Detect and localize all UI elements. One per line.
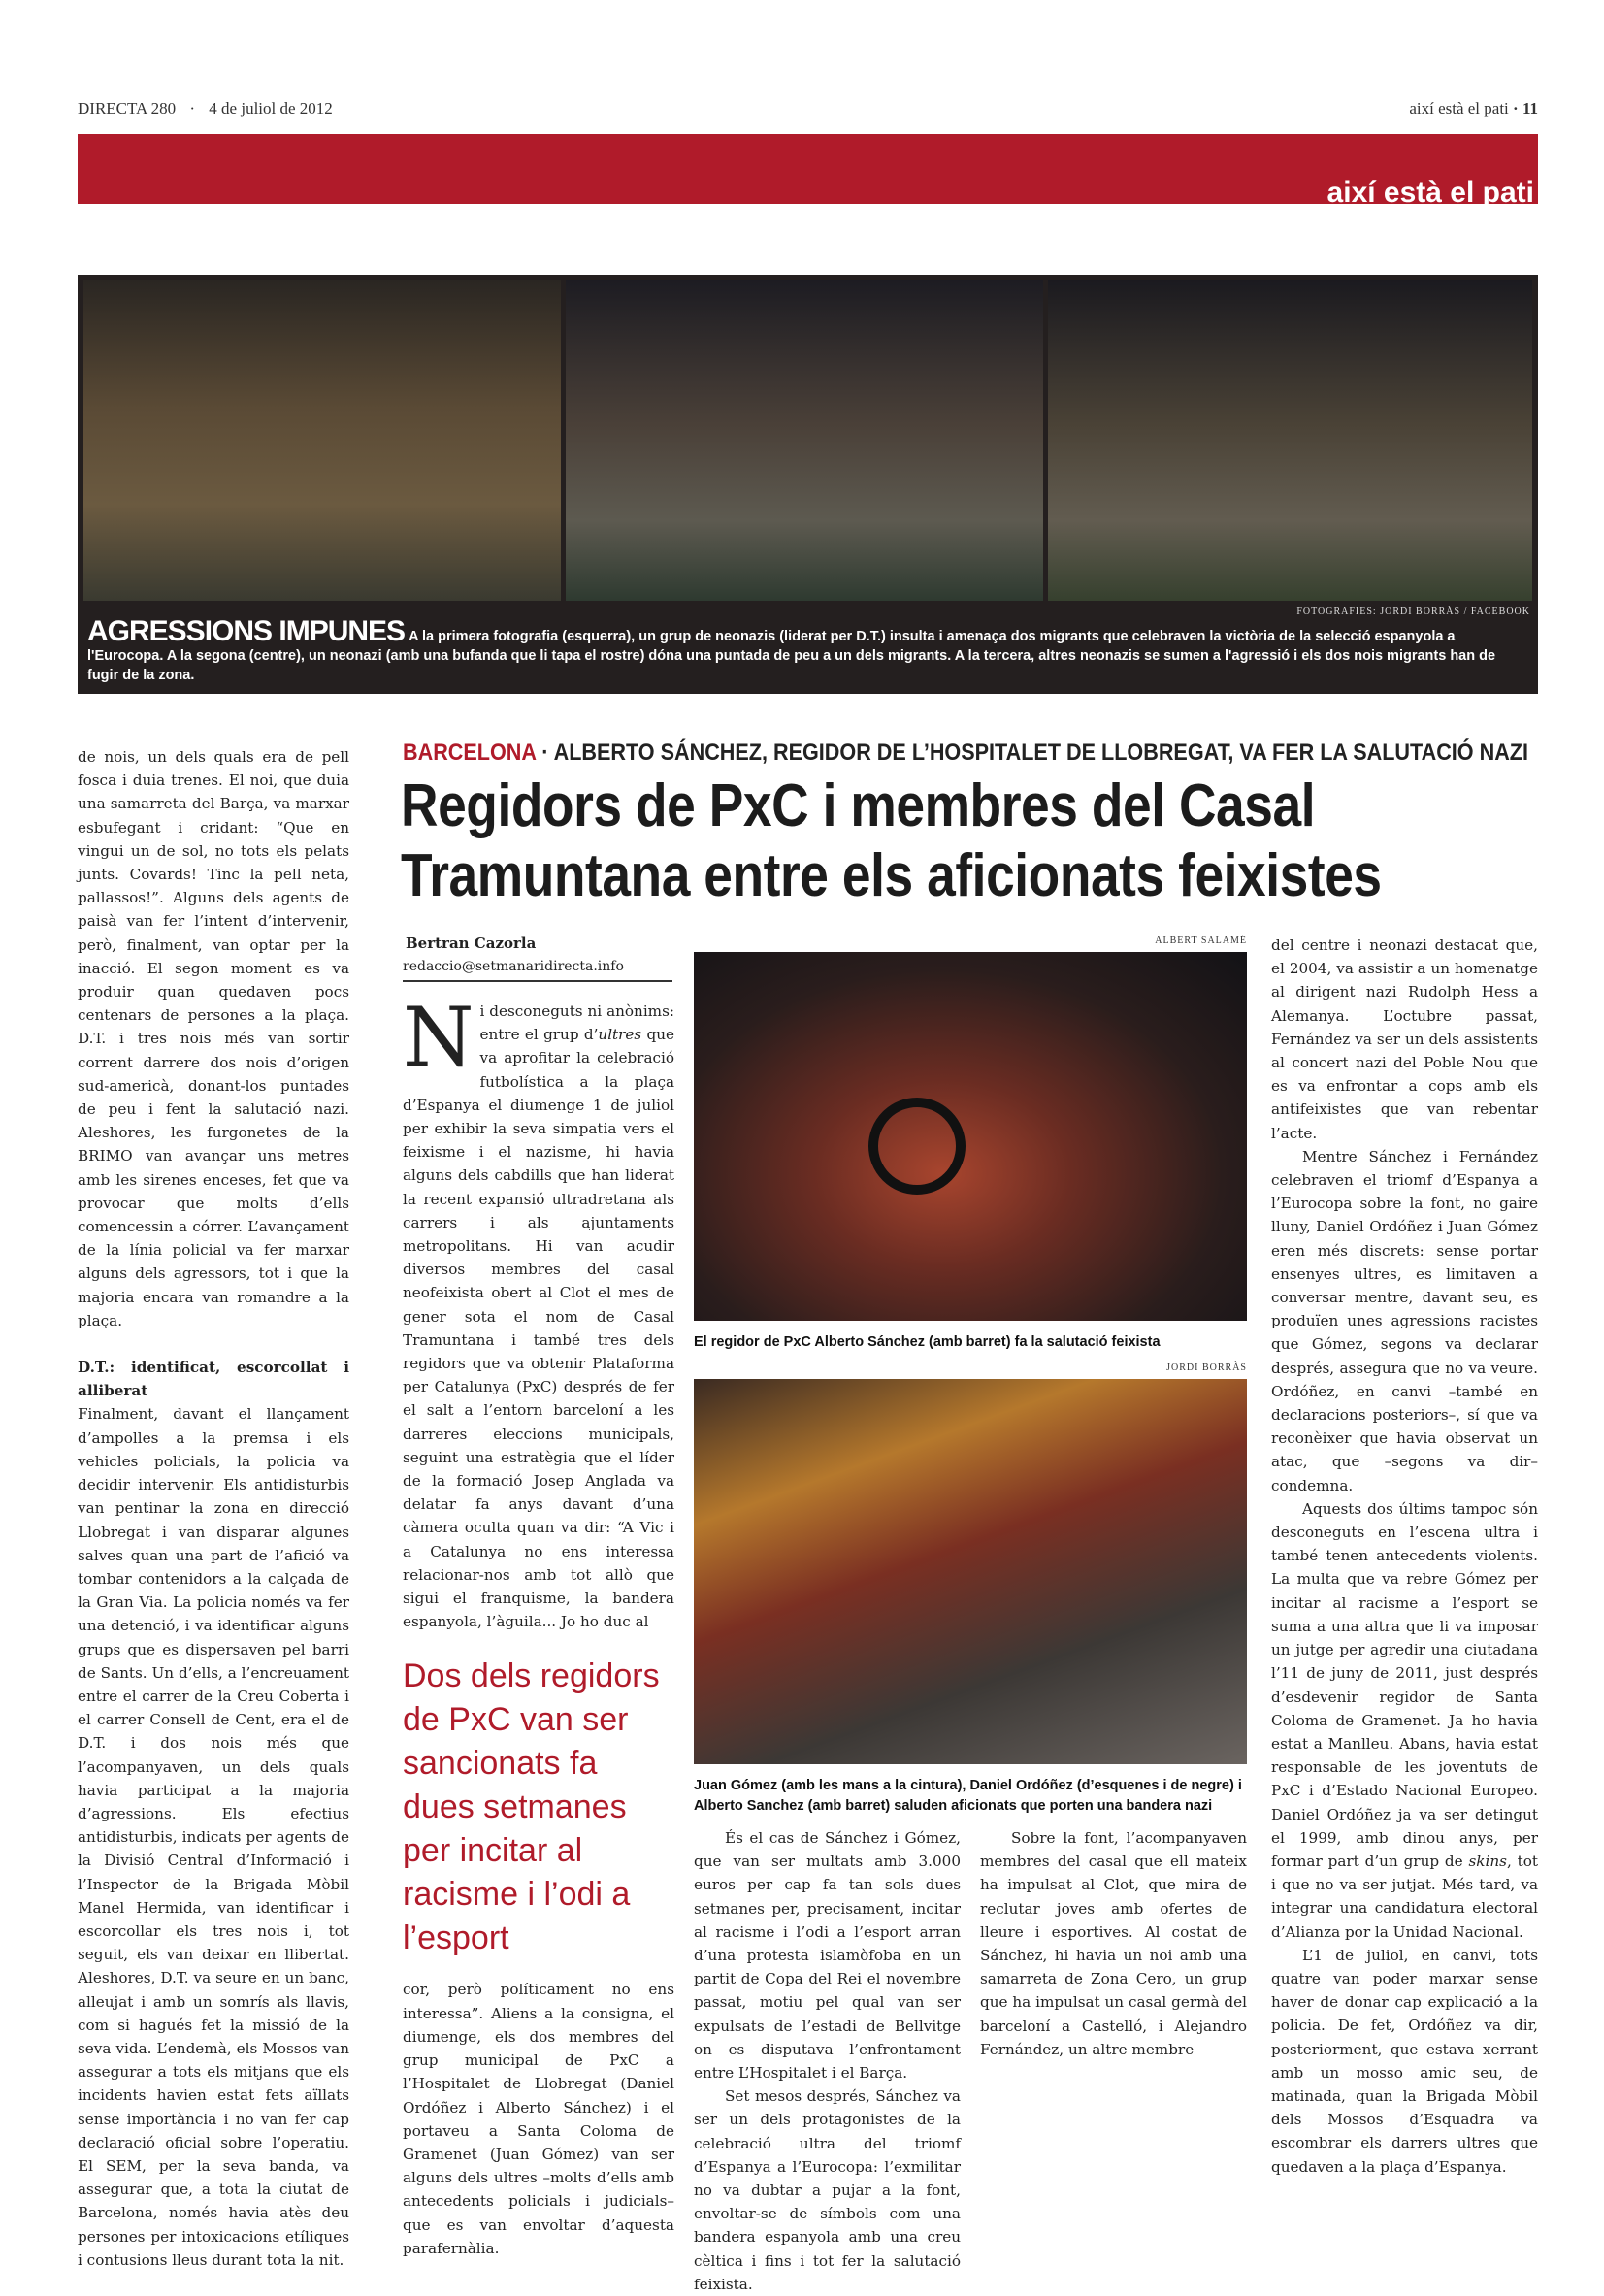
paragraph: [403, 990, 674, 1633]
caption-title: AGRESSIONS IMPUNES: [87, 615, 406, 647]
center-stack: [694, 935, 1247, 2296]
pull-quote: Dos dels regidors de PxC van ser sancionats fa dues setmanes per incitar al racisme i l’odi a l’esport: [403, 1657, 660, 1957]
article-column-4: [1271, 934, 1538, 2179]
subheading: D.T.: identificat, escorcollat i alliberat: [78, 1359, 349, 1400]
separator: ·: [1513, 99, 1522, 117]
caption-text: A la primera fotografia (esquerra), un grup de neonazis (liderat per D.T.) insulta i amenaça dos migrants que celebraven la victòria de la selecció espanyola a l'Eurocopa. A la segona (centre), un neonazi (amb una bufanda que li tapa el rostre) dóna una puntada de peu a un dels migrants. A la tercera, altres neonazis se sumen a l'agressió i els dos nois migrants han de fugir de la zona.: [87, 629, 1496, 683]
section-banner-title: així està el pati: [1326, 177, 1534, 209]
kicker-text: · ALBERTO SÁNCHEZ, REGIDOR DE L’HOSPITALET DE LLOBREGAT, VA FER LA SALUTACIÓ NAZI: [541, 739, 1529, 766]
text: , tot i que no va ser jutjat. Més tard, va integrar una candidatura electoral d’Alianza por la Unidad Nacional.: [1271, 1852, 1538, 1941]
paragraph: Mentre Sánchez i Fernández celebraven el triomf d’Espanya a l’Eurocopa sobre la font, no gaire lluny, Daniel Ordóñez i Juan Gómez eren més discrets: sense portar ensenyes ultres, es limitaven a conversar mentre, davant seu, es produïen unes agressions racistes que Gómez, segons va declarar després, assegura que no va veure. Ordóñez, en canvi –també en declaracions posteriors–, sí que va reconèixer que havia observat un atac, que –segons va dir– condemna.: [1271, 1147, 1538, 1494]
photo2-caption: Juan Gómez (amb les mans a la cintura), Daniel Ordóñez (d’esquenes i de negre) i Alberto Sanchez (amb barret) saluden aficionats que porten una bandera nazi: [694, 1778, 1242, 1814]
article-column-3: [980, 1826, 1247, 2296]
left-column: [78, 745, 349, 2272]
section-banner: [78, 134, 1538, 209]
section-name: així està el pati: [1409, 99, 1509, 117]
photo-aggression-2: [566, 280, 1043, 601]
paragraph: del centre i neonazi destacat que, el 2004, va assistir a un homenatge al dirigent nazi Rudolph Hess a Alemanya. L’octubre passat, Fernández va ser un dels assistents al concert nazi del Poble Nou que es va enfrontar a cops amb els antifeixistes que van rebentar l’acte.: [1271, 936, 1538, 1142]
dropcap: N: [403, 990, 475, 1085]
article-kicker: [403, 739, 1538, 767]
emphasis: skins: [1468, 1852, 1507, 1870]
author: Bertran Cazorla: [406, 935, 537, 952]
article-column-1: [403, 990, 674, 2260]
issue-number: DIRECTA 280: [78, 99, 177, 117]
issue-info: [78, 99, 333, 118]
photo1-caption: El regidor de PxC Alberto Sánchez (amb barret) fa la salutació feixista: [694, 1334, 1161, 1350]
paragraph: Finalment, davant el llançament d’ampolles a la premsa i els vehicles policials, la policia va decidir intervenir. Els antidisturbis van pentinar la zona en direcció Llobregat i van disparar algunes salves quan una part de l’afició va tombar contenidors a la calçada de la Gran Via. La policia només va fer una detenció, i va identificar alguns grups que es dispersaven pel barri de Sants. Un d’ells, a l’encreuament entre el carrer de la Creu Coberta i el carrer Consell de Cent, era el de D.T. i dos nois més que l’acompanyaven, un dels quals havia participat a la majoria d’agressions. Els efectius antidisturbis, indicats per agents de la Divisió Central d’Informació i l’Inspector de la Brigada Mòbil Manel Hermida, van identificar i escorcollar els tres nois i, tot seguit, els van deixar en llibertat. Aleshores, D.T. va seure en un banc, alleujat i amb un somrís als llavis, com si hagués fet la missió de la seva vida. L’endemà, els Mossos van assegurar a tots els mitjans que els incidents havien estat fets aïllats sense importància i no van fer cap declaració oficial sobre l’operatiu. El SEM, per la seva banda, va assegurar que, a tota la ciutat de Barcelona, només havia atès deu persones per intoxicacions etíliques i contusions lleus durant tota la nit.: [78, 1405, 349, 2269]
text: que va aprofitar la celebració futbolística a la plaça d’Espanya el diumenge 1 de juliol per exhibir la seva simpatia vers el feixisme i el nazisme, hi havia alguns dels cabdills que han liderat la recent expansió ultradretana als carrers i als ajuntaments metropolitans. Hi van acudir diversos membres del casal neofeixista obert al Clot el mes de gener sota el nom de Casal Tramuntana i també tres dels regidors que va obtenir Plataforma per Catalunya (PxC) després de fer el salt a l’entorn barceloní a les darreres eleccions municipals, seguint una estratègia que el líder de la formació Josep Anglada va delatar fa anys davant d’una càmera oculta quan va dir: “A Vic i a Catalunya no ens interessa relacionar-nos amb tot allò que sigui el franquisme, la bandera espanyola, l’àguila... Jo ho duc al: [403, 1026, 674, 1631]
paragraph: de nois, un dels quals era de pell fosca i duia trenes. El noi, que duia una samarreta del Barça, va marxar esbufegant i cridant: “Que en vingui un de sol, no tots els pelats junts. Covards! Tinc la pell neta, pallassos!”. Alguns dels agents de paisà van fer l’intent d’intervenir, però, finalment, van optar per la inacció. El segon moment es va produir quan quedaven pocs centenars de persones a la plaça. D.T. i tres nois més van sortir corrent darrere dos nois d’origen sud-americà, donant-los puntades de peu i fent la salutació nazi. Aleshores, les furgonetes de la BRIMO van avançar uns metres amb les sirenes enceses, fet que va provocar que molts d’ells comencessin a córrer. L’avançament de la línia policial va fer marxar alguns dels agressors, tot i que la majoria encara van romandre a la plaça.: [78, 748, 349, 1329]
paragraph: És el cas de Sánchez i Gómez, que van ser multats amb 3.000 euros per cap fa tan sols dues setmanes per, precisament, incitar al racisme i l’odi a l’esport arran d’una protesta islamòfoba en un partit de Copa del Rei el novembre passat, motiu pel qual van ser expulsats de l’estadi de Bellvitge on es disputava l’enfrontament entre L’Hospitalet i el Barça.: [694, 1829, 961, 2083]
page-number: 11: [1522, 99, 1538, 117]
photo-celtic-cross-flag: [694, 952, 1247, 1321]
lower-columns: [694, 1826, 1247, 2296]
celtic-cross-icon: [868, 1098, 966, 1195]
headline: Regidors de PxC i membres del Casal Tramuntana entre els aficionats feixistes: [401, 772, 1382, 909]
photo2-credit: JORDI BORRÀS: [1166, 1362, 1247, 1373]
separator: ·: [189, 99, 196, 117]
author-email[interactable]: redaccio@setmanaridirecta.info: [403, 959, 672, 982]
issue-date: 4 de juliol de 2012: [209, 99, 333, 117]
photo-nazi-flag-fans: [694, 1379, 1247, 1764]
paragraph: L’1 de juliol, en canvi, tots quatre van poder marxar sense haver de donar cap explicació a la policia. De fet, Ordóñez va dir, posteriorment, que estava xerrant amb un mosso amic seu, de matinada, quan la Brigada Mòbil dels Mossos d’Esquadra va escombrar els darrers ultres que quedaven a la plaça d’Espanya.: [1271, 1946, 1538, 2176]
page-section: [1409, 99, 1538, 118]
paragraph: cor, però políticament no ens interessa”. Aliens a la consigna, el diumenge, els dos membres del grup municipal de PxC a l’Hospitalet de Llobregat (Daniel Ordóñez i Alberto Sánchez) i el portaveu a Santa Coloma de Gramenet (Juan Gómez) van ser alguns dels ultres –molts d’ells amb antecedents policials i judicials– que es van envoltar d’aquesta parafernàlia.: [403, 1981, 674, 2257]
photo-strip: [78, 275, 1538, 694]
article-column-2: [694, 1826, 961, 2296]
paragraph: [1271, 1497, 1538, 1944]
photo-aggression-3: [1048, 280, 1532, 601]
text: i desconeguts ni anònims: entre el grup d’: [479, 1002, 674, 1044]
photo-credit: FOTOGRAFIES: JORDI BORRÀS / FACEBOOK: [1296, 607, 1530, 617]
paragraph: Sobre la font, l’acompanyaven membres del casal que ell mateix ha impulsat al Clot, que mira de reclutar joves amb ofertes de lleure i esportives. Al costat de Sánchez, hi havia un noi amb una samarreta de Zona Cero, un grup que ha impulsat un casal germà del barceloní a Castelló, i Alejandro Fernández, un altre membre: [980, 1829, 1247, 2058]
photo-strip-caption: [87, 615, 1528, 685]
kicker-place: BARCELONA: [403, 739, 537, 766]
photo-aggression-1: [83, 280, 561, 601]
text: Aquests dos últims tampoc són desconeguts en l’escena ultra i també tenen antecedents violents. La multa que va rebre Gómez per incitar al racisme a l’esport se suma a una altra que li va imposar un jutge per agredir una ciutadana l’11 de juny de 2011, just després d’esdevenir regidor de Santa Coloma de Gramenet. Ja ho havia estat a Manlleu. Abans, havia estat responsable de les joventuts de PxC i d’Estado Nacional Europeo. Daniel Ordóñez ja va ser detingut el 1999, amb dinou anys, per formar part d’un grup de: [1271, 1499, 1538, 1870]
photo1-credit: ALBERT SALAMÉ: [1155, 935, 1247, 946]
emphasis: ultres: [598, 1026, 642, 1044]
paragraph: Set mesos després, Sánchez va ser un dels protagonistes de la celebració ultra del triomf d’Espanya a l’Eurocopa: l’exmilitar no va dubtar a pujar a la font, envoltar-se de símbols com una bandera espanyola amb una creu cèltica i fins i tot fer la salutació feixista.: [694, 2087, 961, 2293]
